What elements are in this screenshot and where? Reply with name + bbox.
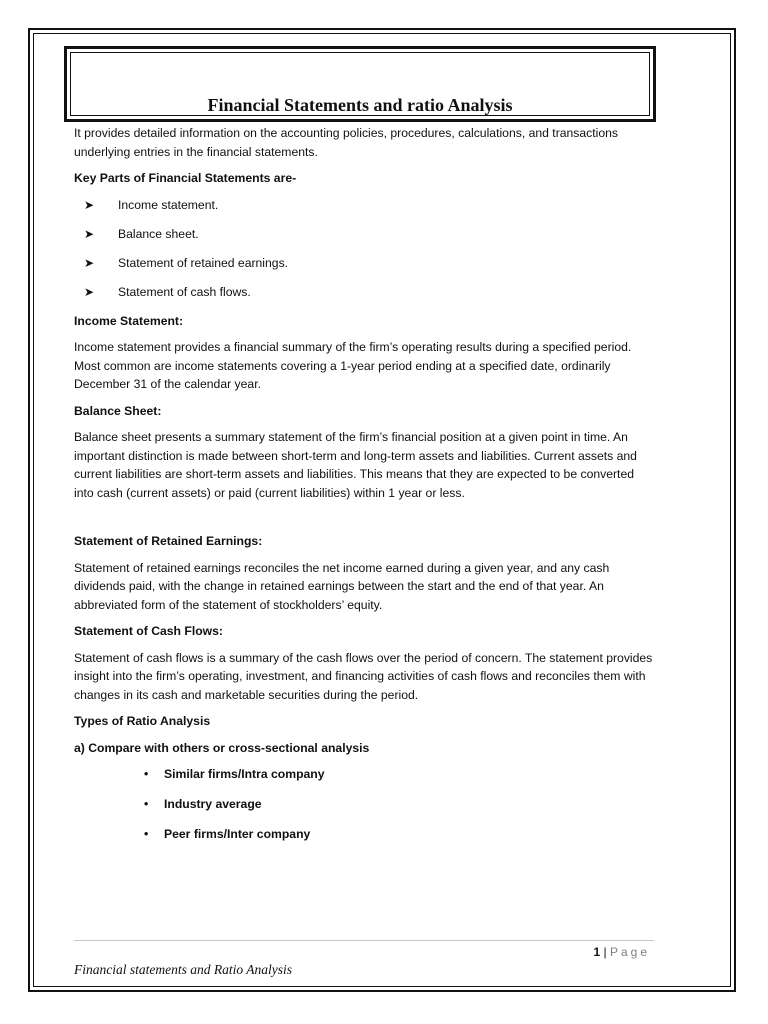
cross-sectional-heading: a) Compare with others or cross-sectional analysis	[74, 740, 370, 755]
arrow-bullet-icon: ➤	[84, 284, 95, 299]
ratio-analysis-heading: Types of Ratio Analysis	[74, 714, 211, 728]
arrow-bullet-icon: ➤	[84, 255, 95, 270]
retained-earnings-paragraph: Statement of retained earnings reconciles the net income earned during a given year, and any cash dividends paid, with the change in retained earnings between the start and the end of that year. An abbreviated form of the statement of stockholders’ equity.	[74, 560, 610, 612]
retained-earnings-heading: Statement of Retained Earnings:	[74, 534, 263, 548]
spacer	[74, 510, 654, 532]
list-item: ➤ Statement of cash flows.	[74, 283, 654, 302]
intro-paragraph: It provides detailed information on the accounting policies, procedures, calculations, and transactions underlying entries in the financial statements.	[74, 126, 619, 159]
ratio-items-list	[74, 765, 654, 844]
bullet-icon: •	[144, 767, 149, 781]
bullet-icon: •	[144, 797, 149, 811]
cash-flows-heading: Statement of Cash Flows:	[74, 624, 223, 638]
list-item: ➤ Statement of retained earnings.	[74, 254, 654, 273]
balance-sheet-paragraph: Balance sheet presents a summary statement of the firm’s financial position at a given point in time. An important distinction is made between short-term and long-term assets and liabilities. Current assets and current liabilities are short-term assets and liabilities. This means that they are expected to be converted into cash (current assets) or paid (current liabilities) within 1 year or less.	[74, 430, 637, 500]
page-number	[593, 944, 650, 960]
income-statement-heading: Income Statement:	[74, 313, 184, 328]
document-title: Financial Statements and ratio Analysis	[207, 95, 513, 115]
footer-divider	[74, 940, 654, 941]
page-number-separator: |	[603, 945, 607, 959]
list-item: • Similar firms/Intra company	[74, 765, 654, 784]
list-item: ➤ Balance sheet.	[74, 225, 654, 244]
list-item: • Peer firms/Inter company	[74, 825, 654, 844]
arrow-bullet-icon: ➤	[84, 197, 95, 212]
cash-flows-paragraph: Statement of cash flows is a summary of the cash flows over the period of concern. The statement provides insight into the firm’s operating, investment, and financing activities of cash flows and reconciles them with changes in its cash and marketable securities during the period.	[74, 650, 653, 702]
page-number-value: 1	[593, 945, 601, 959]
running-footer-title: Financial statements and Ratio Analysis	[74, 962, 292, 977]
page-label: Page	[609, 945, 650, 959]
document-body	[74, 124, 654, 855]
key-parts-heading: Key Parts of Financial Statements are-	[74, 171, 297, 185]
balance-sheet-heading: Balance Sheet:	[74, 403, 162, 418]
list-item: • Industry average	[74, 795, 654, 814]
list-item: ➤ Income statement.	[74, 196, 654, 215]
income-statement-paragraph: Income statement provides a financial summary of the firm’s operating results during a specified period. Most common are income statements covering a 1-year period ending at a specified date, ordinarily December 31 of the calendar year.	[74, 340, 632, 391]
bullet-icon: •	[144, 827, 149, 841]
key-parts-list	[74, 196, 654, 302]
arrow-bullet-icon: ➤	[84, 226, 95, 241]
